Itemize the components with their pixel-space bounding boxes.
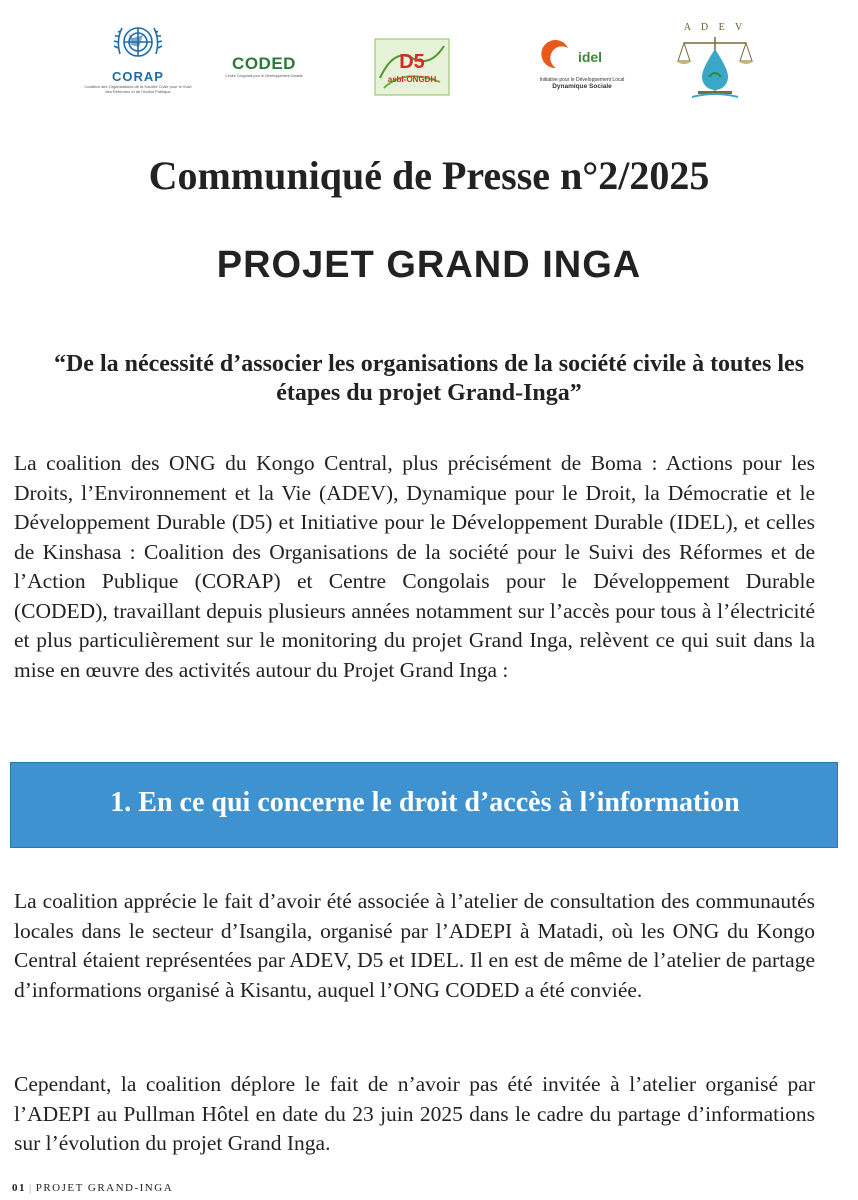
corap-logo-text: CORAP: [112, 69, 164, 84]
d5-logo-subtitle: asbl-ONGDH: [387, 75, 437, 84]
subtitle-quote: “De la nécessité d’associer les organisations de la société civile à toutes les étapes du projet Grand-Inga”: [53, 351, 805, 406]
coded-logo-subtitle: Centre Congolais pour le Développement Durable: [225, 74, 303, 78]
idel-emblem-icon: [538, 38, 626, 72]
idel-logo: [538, 38, 626, 100]
section-1-banner: [10, 762, 838, 848]
page-number: 01: [12, 1182, 26, 1194]
d5-emblem-icon: [374, 38, 450, 96]
section-1-title: 1. En ce qui concerne le droit d’accès à l’information: [110, 787, 740, 818]
footer-label: PROJET GRAND-INGA: [35, 1182, 174, 1194]
idel-logo-text: idel: [577, 49, 603, 65]
footer-divider: |: [29, 1182, 33, 1194]
section-1-paragraph-1: La coalition apprécie le fait d’avoir été associée à l’atelier de consultation des communautés locales dans le secteur d’Isangila, organisé par l’ADEPI à Matadi, où les ONG du Kongo Central étaient représentées par ADEV, D5 et IDEL. Il en est de même de l’atelier de partage d’informations organisé à Kisantu, auquel l’ONG CODED a été conviée.: [14, 889, 815, 1002]
adev-logo: [672, 22, 758, 104]
project-heading: PROJET GRAND INGA: [216, 244, 642, 286]
corap-logo: [82, 20, 194, 104]
logo-bar: [0, 0, 858, 110]
coded-logo: [206, 54, 322, 98]
page-footer: [12, 1182, 173, 1194]
coded-logo-text: CODED: [232, 54, 296, 73]
idel-logo-subtitle: Initiative pour le Développement Local: [539, 77, 625, 83]
intro-paragraph: La coalition des ONG du Kongo Central, plus précisément de Boma : Actions pour les Droits, l’Environnement et la Vie (ADEV), Dynamique pour le Droit, la Démocratie et le Développement Durable (D5) et Initiative pour le Développement Durable (IDEL), et celles de Kinshasa : Coalition des Organisations de la société pour le Suivi des Réformes et de l’Action Publique (CORAP) et Centre Congolais pour le Développement Durable (CODED), travaillant depuis plusieurs années notamment sur l’accès pour tous à l’électricité et plus particulièrement sur le monitoring du projet Grand Inga, relèvent ce qui suit dans la mise en œuvre des activités autour du Projet Grand Inga :: [14, 451, 815, 682]
idel-logo-subtitle-2: Dynamique Sociale: [552, 83, 612, 90]
section-1-paragraph-2: Cependant, la coalition déplore le fait de n’avoir pas été invitée à l’atelier organisé par l’ADEPI au Pullman Hôtel en date du 23 juin 2025 dans le cadre du partage d’informations sur l’évolution du projet Grand Inga.: [14, 1072, 815, 1155]
un-emblem-icon: [82, 20, 194, 64]
adev-logo-text: A D E V: [683, 22, 747, 33]
d5-logo-text: D5: [399, 51, 425, 73]
scales-drop-icon: [672, 33, 758, 101]
page-title: Communiqué de Presse n°2/2025: [148, 153, 710, 198]
corap-logo-subtitle: Coalition des Organisations de la Société Civile pour le Suivi des Réformes et de l'Action Publique: [84, 84, 192, 94]
d5-logo: [374, 38, 450, 96]
